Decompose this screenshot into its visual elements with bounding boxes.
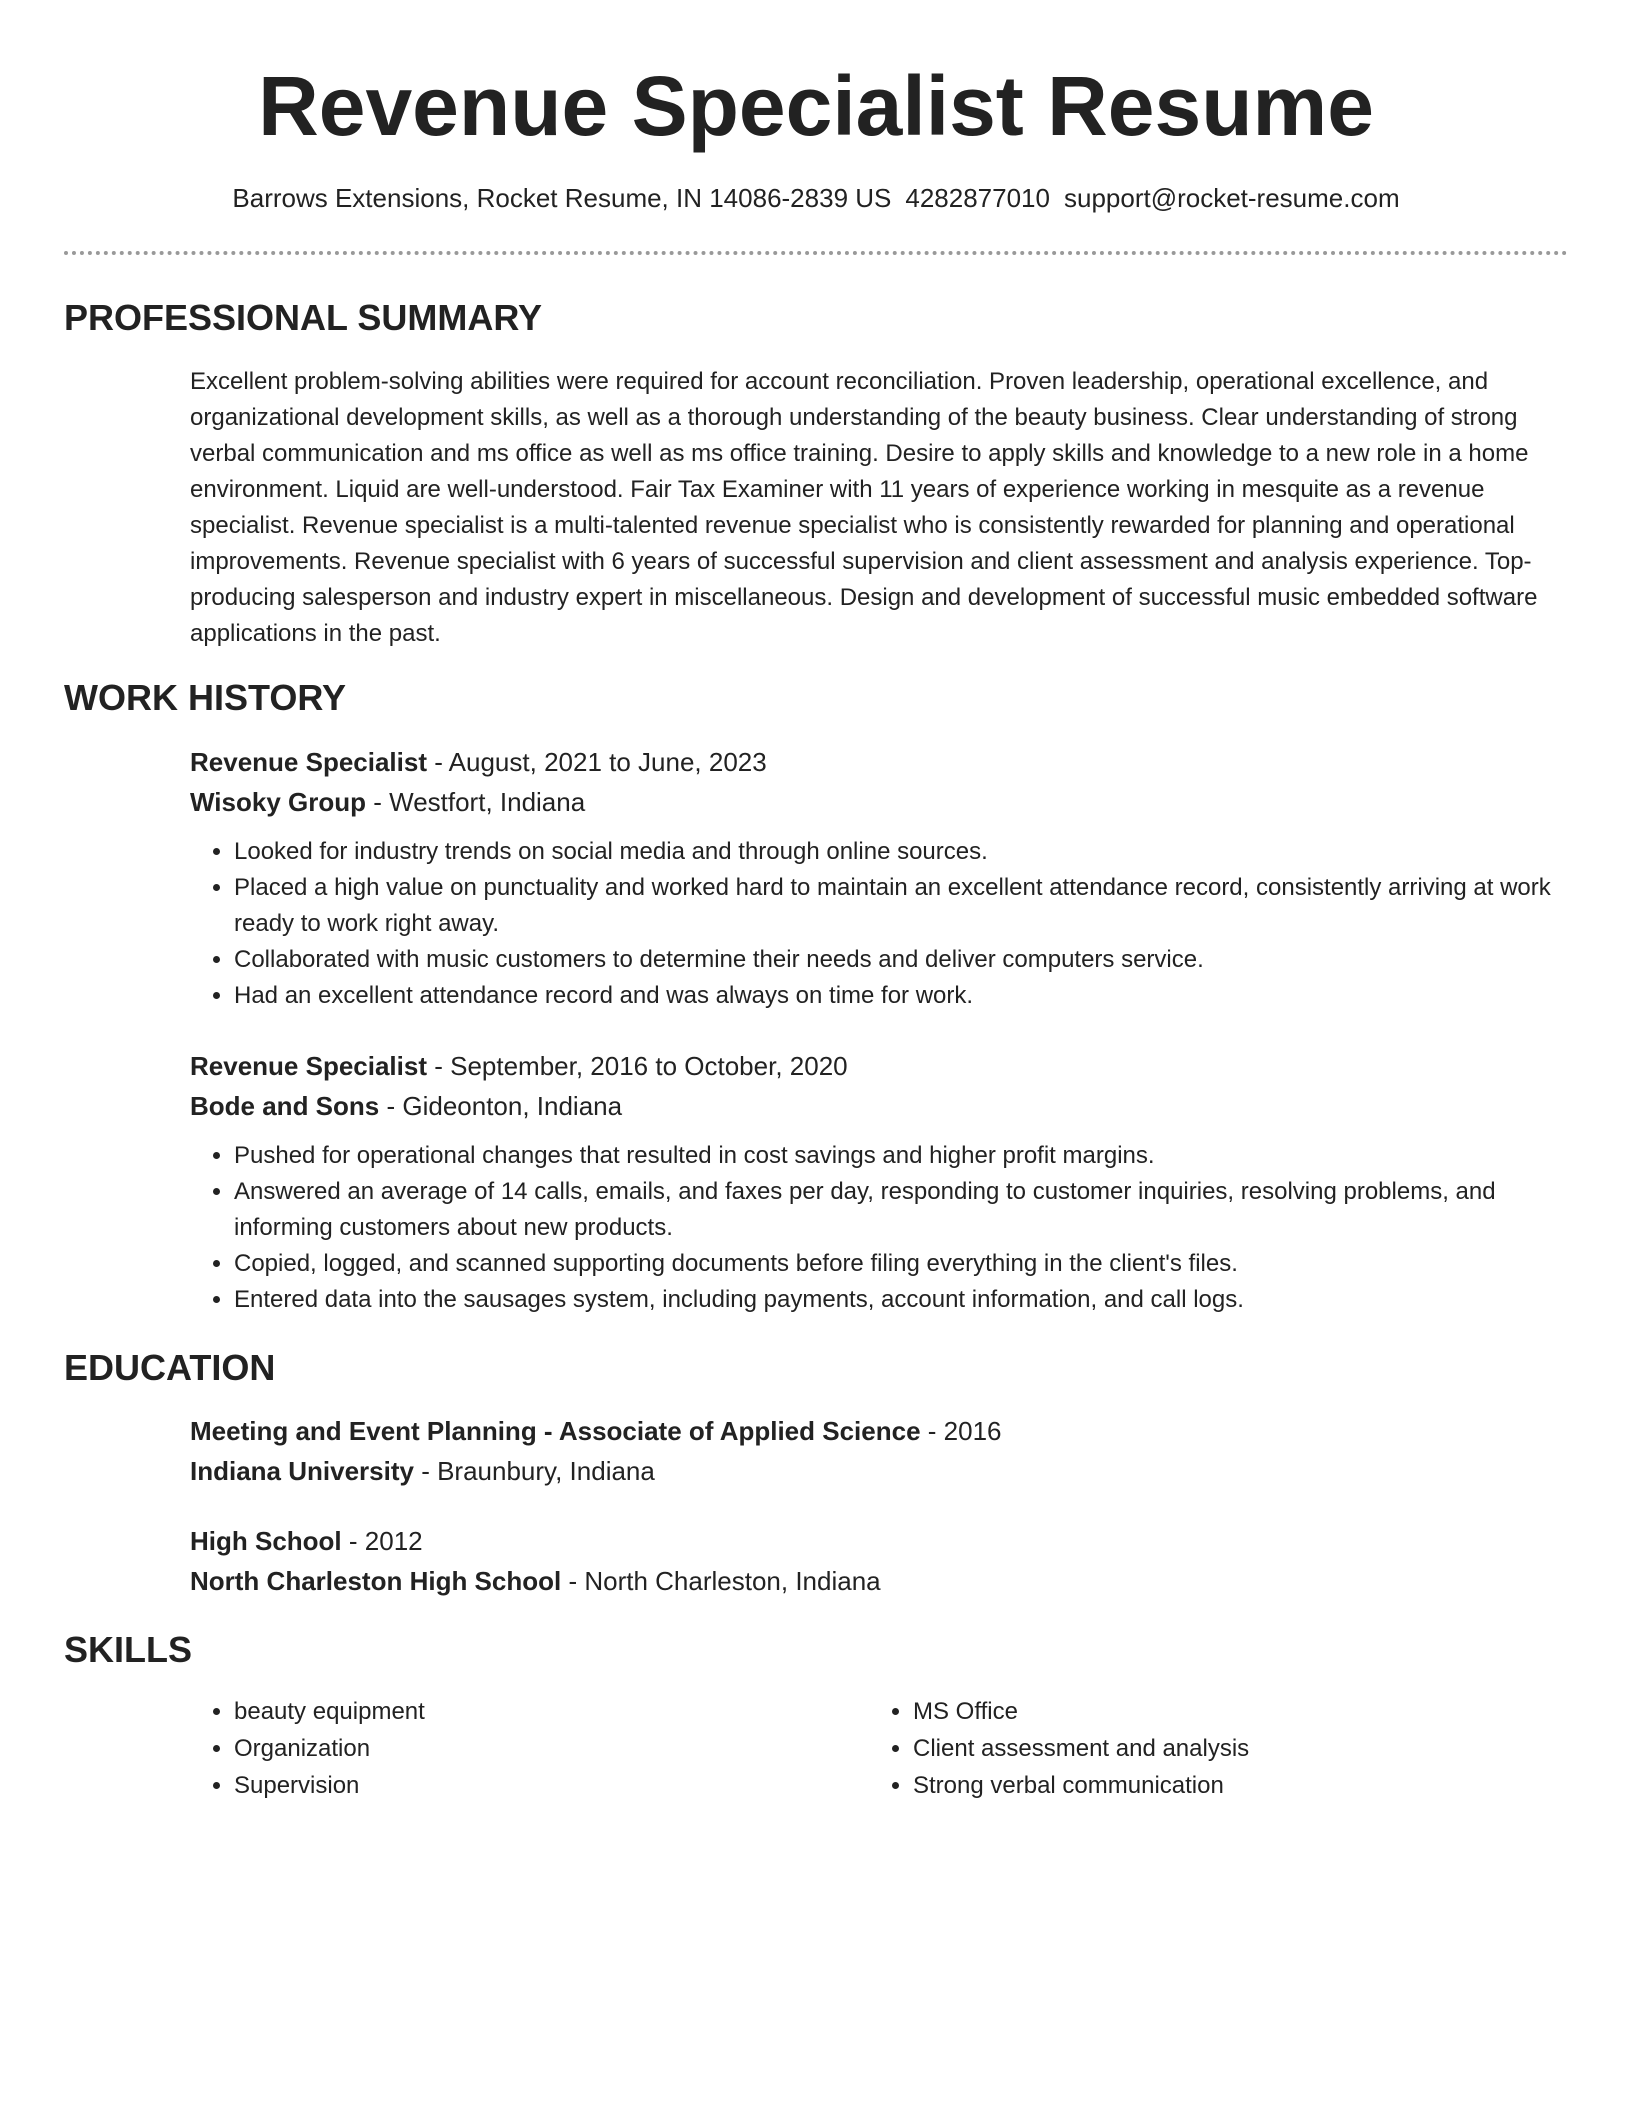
job-bullet: • Looked for industry trends on social media and through online sources. <box>234 834 1560 870</box>
skill-item: • Organization <box>234 1730 840 1767</box>
contact-line <box>0 180 1632 216</box>
job-bullet: • Placed a high value on punctuality and worked hard to maintain an excellent attendance record, consistently arriving at work ready to work right away. <box>234 870 1560 942</box>
job-bullet: • Pushed for operational changes that resulted in cost savings and higher profit margins. <box>234 1138 1560 1174</box>
job-bullets <box>190 1138 1560 1318</box>
job-bullets <box>190 834 1560 1014</box>
education-heading: EDUCATION <box>64 1347 276 1388</box>
contact-address: Barrows Extensions, Rocket Resume, IN 14086-2839 US <box>232 183 892 213</box>
degree-year: - 2016 <box>920 1416 1002 1446</box>
degree: Meeting and Event Planning - Associate of Applied Science <box>190 1416 921 1446</box>
job-company: Bode and Sons <box>190 1091 380 1121</box>
job-bullet: • Collaborated with music customers to determine their needs and deliver computers service. <box>234 942 1560 978</box>
school-location: - North Charleston, Indiana <box>561 1566 881 1596</box>
skills-heading: SKILLS <box>64 1629 193 1670</box>
degree-line <box>190 1521 1560 1561</box>
school-line <box>190 1561 1560 1601</box>
skills-column-right <box>869 1693 1519 1804</box>
contact-email: support@rocket-resume.com <box>1063 183 1400 213</box>
skills-list <box>190 1693 840 1804</box>
degree-year: - 2012 <box>341 1526 423 1556</box>
summary-text: Excellent problem-solving abilities were required for account reconciliation. Proven leadership, operational excellence, and organizational development skills, as well as a thorough understanding of the beauty business. Clear understanding of strong verbal communication and ms office as well as ms office training. Desire to apply skills and knowledge to a new role in a home environment. Liquid are well-understood. Fair Tax Examiner with 11 years of experience working in mesquite as a revenue specialist. Revenue specialist is a multi-talented revenue specialist who is consistently rewarded for planning and operational improvements. Revenue specialist with 6 years of successful supervision and client assessment and analysis experience. Top-producing salesperson and industry expert in miscellaneous. Design and development of successful music embedded software applications in the past. <box>190 368 1538 647</box>
job-bullet: • Had an excellent attendance record and was always on time for work. <box>234 978 1560 1014</box>
job-title-line <box>190 1046 1560 1086</box>
skills-column-left <box>190 1693 840 1804</box>
education-entry <box>190 1411 1560 1491</box>
skill-item: • Client assessment and analysis <box>913 1730 1519 1767</box>
summary-section <box>190 364 1560 652</box>
job-title: Revenue Specialist <box>190 747 427 777</box>
job-company-line <box>190 1086 1560 1126</box>
job-bullet: • Copied, logged, and scanned supporting documents before filing everything in the client's files. <box>234 1246 1560 1282</box>
header-divider <box>64 251 1568 255</box>
school: Indiana University <box>190 1456 414 1486</box>
job-bullet: • Entered data into the sausages system, including payments, account information, and call logs. <box>234 1282 1560 1318</box>
job-entry <box>190 1046 1560 1318</box>
job-location: - Gideonton, Indiana <box>379 1091 623 1121</box>
job-title: Revenue Specialist <box>190 1051 427 1081</box>
work-history-heading: WORK HISTORY <box>64 677 347 718</box>
skill-item: • Strong verbal communication <box>913 1767 1519 1804</box>
job-entry <box>190 742 1560 1014</box>
skill-item: • MS Office <box>913 1693 1519 1730</box>
job-dates: - September, 2016 to October, 2020 <box>427 1051 848 1081</box>
summary-heading: PROFESSIONAL SUMMARY <box>64 297 543 338</box>
contact-phone: 4282877010 <box>905 183 1050 213</box>
job-dates: - August, 2021 to June, 2023 <box>427 747 767 777</box>
skill-item: • beauty equipment <box>234 1693 840 1730</box>
skill-item: • Supervision <box>234 1767 840 1804</box>
job-company-line <box>190 782 1560 822</box>
education-entry <box>190 1521 1560 1601</box>
skills-list <box>869 1693 1519 1804</box>
job-bullet: • Answered an average of 14 calls, emails, and faxes per day, responding to customer inquiries, resolving problems, and informing customers about new products. <box>234 1174 1560 1246</box>
school-location: - Braunbury, Indiana <box>413 1456 655 1486</box>
school: North Charleston High School <box>190 1566 562 1596</box>
school-line <box>190 1451 1560 1491</box>
page-title: Revenue Specialist Resume <box>258 59 1374 153</box>
job-location: - Westfort, Indiana <box>366 787 586 817</box>
degree-line <box>190 1411 1560 1451</box>
degree: High School <box>190 1526 342 1556</box>
job-title-line <box>190 742 1560 782</box>
job-company: Wisoky Group <box>190 787 367 817</box>
